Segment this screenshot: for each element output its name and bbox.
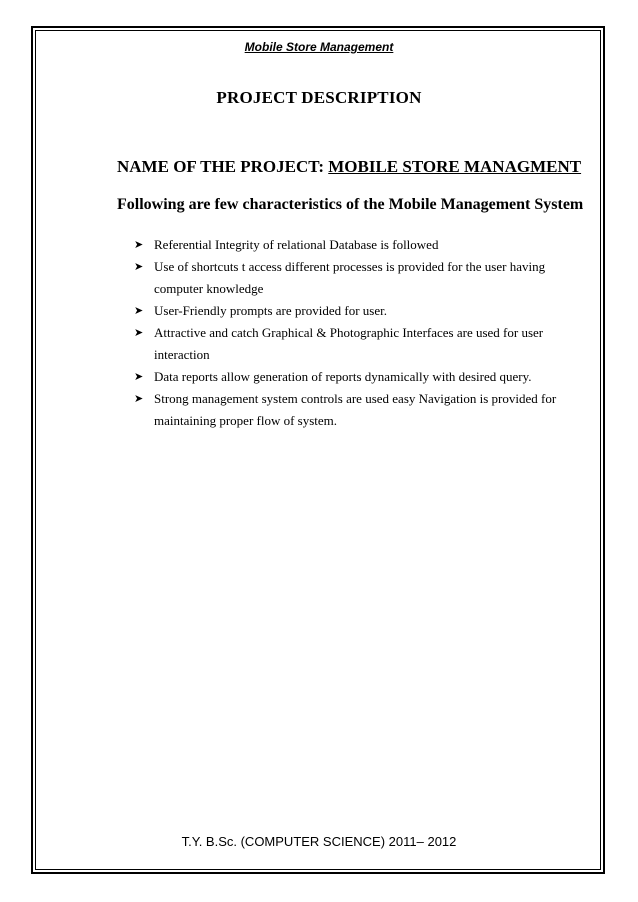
project-name-value: MOBILE STORE MANAGMENT	[328, 157, 582, 176]
list-item-text: Strong management system controls are used easy Navigation is provided for maintaining proper flow of system.	[154, 391, 557, 428]
arrowhead-bullet-icon: ➤	[134, 238, 144, 251]
arrowhead-bullet-icon: ➤	[134, 260, 144, 273]
project-name-label: NAME OF THE PROJECT:	[117, 157, 329, 176]
page-border-inner	[35, 30, 601, 870]
list-item	[134, 322, 574, 366]
characteristics-heading: Following are few characteristics of the Mobile Management System	[117, 196, 584, 213]
list-item	[134, 256, 574, 300]
list-item	[134, 388, 574, 432]
page-title: PROJECT DESCRIPTION	[216, 88, 422, 107]
list-item	[134, 300, 574, 322]
list-item-text: Data reports allow generation of reports dynamically with desired query.	[154, 369, 532, 384]
list-item	[134, 366, 574, 388]
arrowhead-bullet-icon: ➤	[134, 304, 144, 317]
arrowhead-bullet-icon: ➤	[134, 370, 144, 383]
characteristics-list	[134, 234, 574, 432]
running-header: Mobile Store Management	[244, 40, 394, 54]
list-item-text: Use of shortcuts t access different processes is provided for the user having computer knowledge	[154, 259, 546, 296]
list-item-text: User-Friendly prompts are provided for user.	[154, 303, 387, 318]
project-name-line	[117, 157, 581, 177]
list-item-text: Referential Integrity of relational Database is followed	[154, 237, 439, 252]
arrowhead-bullet-icon: ➤	[134, 392, 144, 405]
list-item-text: Attractive and catch Graphical & Photographic Interfaces are used for user interaction	[154, 325, 544, 362]
page-footer: T.Y. B.Sc. (COMPUTER SCIENCE) 2011– 2012	[181, 834, 457, 849]
arrowhead-bullet-icon: ➤	[134, 326, 144, 339]
list-item	[134, 234, 574, 256]
